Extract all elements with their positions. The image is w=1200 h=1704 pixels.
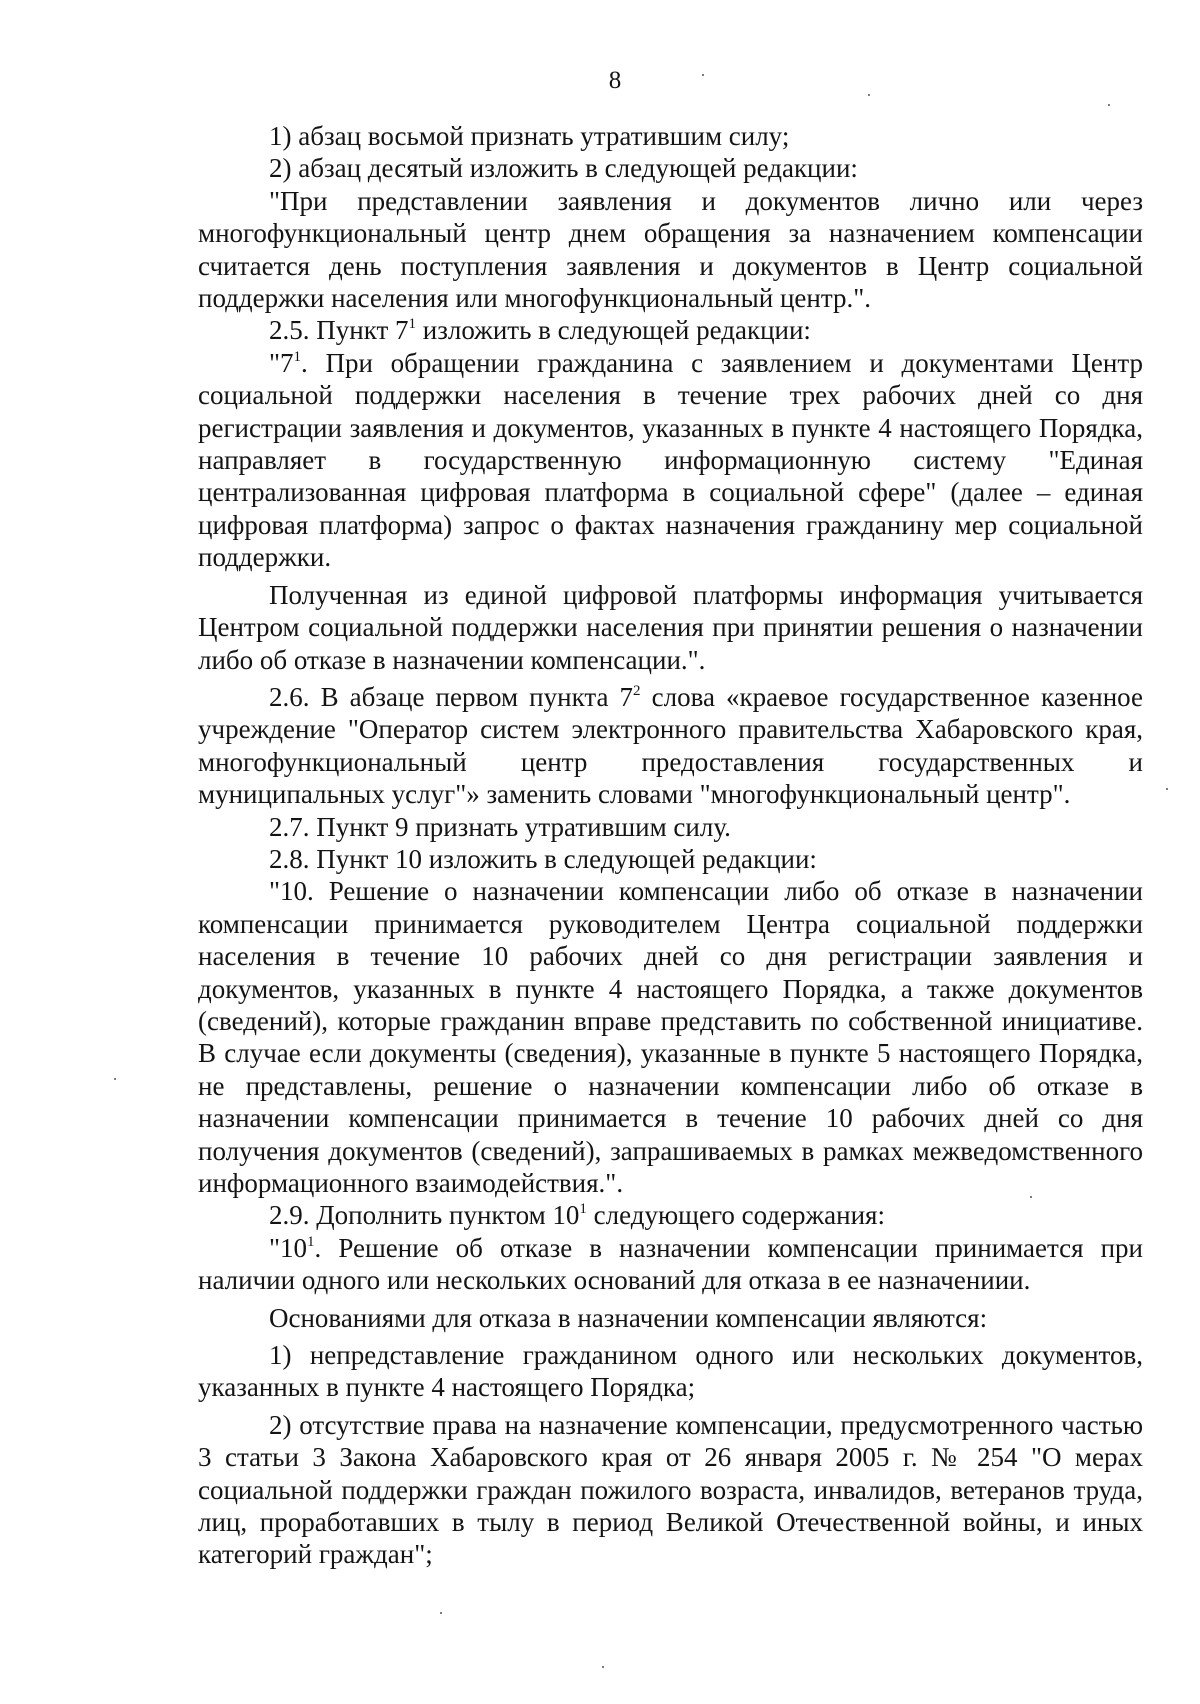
list-item-ground-1 [198,1339,1143,1404]
paragraph-2-8 [198,843,1143,875]
superscript: 1 [579,1201,587,1218]
superscript: 1 [408,316,417,333]
scan-speck [1030,1196,1032,1198]
paragraph-platform-info [198,579,1143,676]
list-item-ground-2 [198,1409,1143,1571]
paragraph-2-6 [198,681,1143,811]
scan-speck [1108,104,1110,106]
paragraph-text: изложить в следующей редакции: [416,315,811,346]
paragraph-text: 1) непредставление гражданином одного или нескольких документов, указанных в пункте 4 настоящего Порядка; [198,1340,1143,1403]
superscript: 2 [633,682,641,699]
quoted-point-10 [198,875,1143,1199]
scan-speck [868,94,870,96]
quoted-point-7-1 [198,347,1143,574]
paragraph-text: 2.9. Дополнить пунктом 10 [269,1200,580,1231]
paragraph-text: 2) отсутствие права на назначение компенсации, предусмотренного частью 3 статьи 3 Закона Хабаровского края от 26 января 2005 г. № 254 "О мерах социальной поддержки граждан пожилого возраста, инвалидов, ветеранов труда, лиц, проработавших в тылу в период Великой Отечественной войны, и иных категорий граждан"; [198,1409,1143,1570]
paragraph-text: . Решение об отказе в назначении компенсации принимается при наличии одного или нескольких оснований для отказа в ее назначениии. [198,1232,1143,1296]
paragraph-text: "10 [269,1232,308,1263]
paragraph-item-2 [198,152,1143,184]
paragraph-2-9 [198,1199,1143,1231]
scan-speck [114,1078,116,1080]
document-body [198,120,1143,1571]
scan-speck [602,1666,604,1668]
paragraph-text: 1) абзац восьмой признать утратившим силу; [269,121,790,151]
paragraph-text: "7 [269,347,294,378]
paragraph-item-1 [198,120,1143,152]
scan-speck [1166,788,1168,790]
paragraph-text: . При обращении гражданина с заявлением и документами Центр социальной поддержки населения в течение трех рабочих дней со дня регистрации заявления и документов, указанных в пункте 4 настоящего Порядка, направляет в государственную информационную систему "Единая централизованная цифровая платформа в социальной сфере" (далее – единая цифровая платформа) запрос о фактах назначения гражданину мер социальной поддержки. [198,347,1143,573]
paragraph-text: Полученная из единой цифровой платформы информация учитывается Центром социальной поддержки населения при принятии решения о назначении либо об отказе в назначении компенсации.". [198,579,1143,675]
quoted-paragraph-10-text [198,185,1143,315]
scan-speck [440,1612,442,1614]
paragraph-refusal-grounds [198,1302,1143,1334]
paragraph-text: 2) абзац десятый изложить в следующей редакции: [269,153,858,184]
superscript: 1 [293,348,302,365]
paragraph-text: "При представлении заявления и документов лично или через многофункциональный центр днем обращения за назначением компенсации считается день поступления заявления и документов в Центр социальной поддержки населения или многофункциональный центр.". [198,185,1143,314]
paragraph-text: 2.5. Пункт 7 [269,315,409,346]
paragraph-text: следующего содержания: [586,1200,885,1231]
paragraph-text: 2.6. В абзаце первом пункта 7 [269,681,634,712]
paragraph-text: слова «краевое государственное казенное учреждение "Оператор систем электронного правительства Хабаровского края, многофункциональный центр предоставления государственных и муниципальных услуг"» заменить словами "многофункциональный центр". [198,681,1143,810]
paragraph-text: "10. Решение о назначении компенсации либо об отказе в назначении компенсации принимается руководителем Центра социальной поддержки населения в течение 10 рабочих дней со дня регистрации заявления и документов, указанных в пункте 4 настоящего Порядка, а также документов (сведений), которые гражданин вправе представить по собственной инициативе. В случае если документы (сведения), указанные в пункте 5 настоящего Порядка, не представлены, решение о назначении компенсации либо об отказе в назначении компенсации принимается в течение 10 рабочих дней со дня получения документов (сведений), запрашиваемых в рамках межведомственного информационного взаимодействия.". [198,876,1143,1198]
paragraph-2-5 [198,314,1143,346]
quoted-point-10-1 [198,1232,1143,1297]
superscript: 1 [307,1233,315,1250]
page-number: 8 [608,67,622,94]
paragraph-text: Основаниями для отказа в назначении компенсации являются: [269,1302,988,1333]
scan-speck [702,74,704,76]
paragraph-2-7 [198,811,1143,843]
paragraph-text: 2.8. Пункт 10 изложить в следующей редакции: [269,843,817,874]
paragraph-text: 2.7. Пункт 9 признать утратившим силу. [269,811,731,842]
